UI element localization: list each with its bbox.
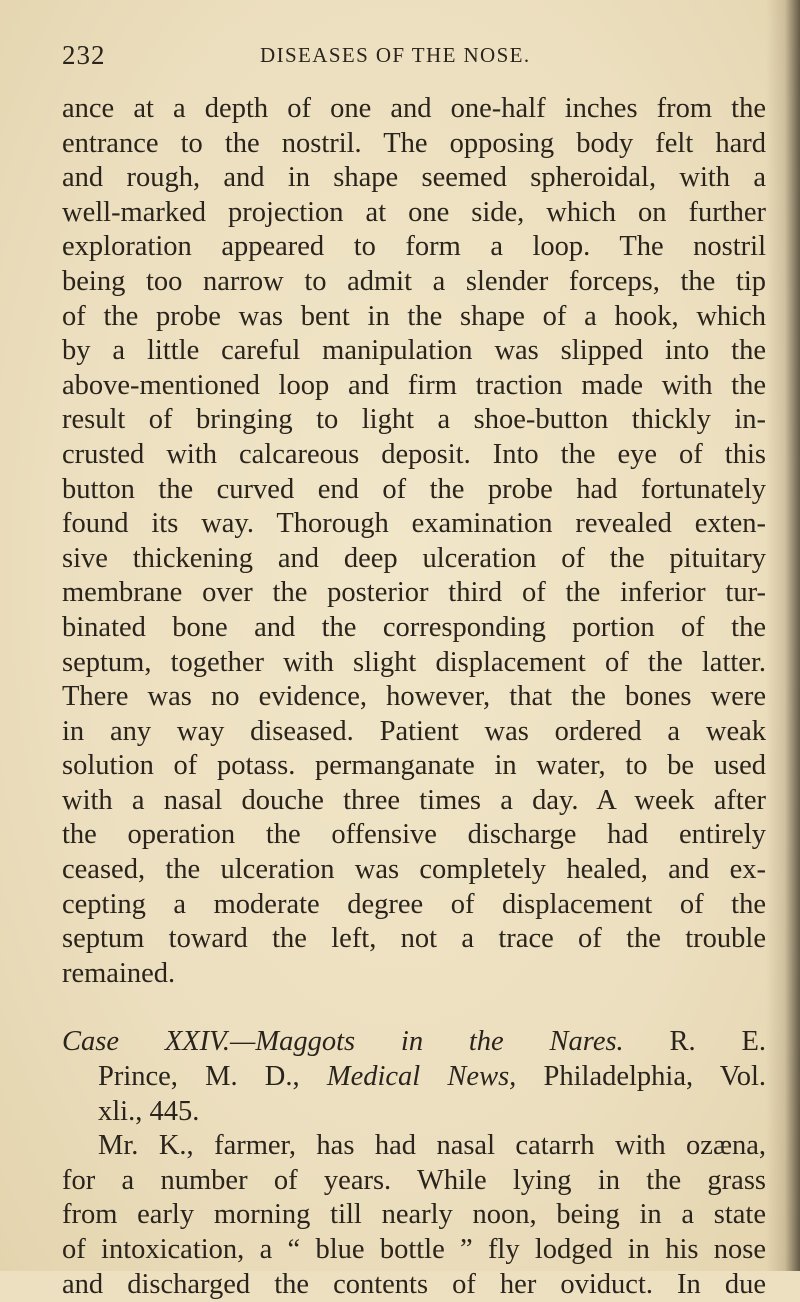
page-number: 232 bbox=[62, 40, 106, 70]
text-line: from early morning till nearly noon, being in a state bbox=[62, 1199, 766, 1231]
text-line: There was no evidence, however, that the bones were bbox=[62, 681, 766, 713]
text-line: found its way. Thorough examination revealed exten- bbox=[62, 508, 766, 540]
text-line: sive thickening and deep ulceration of the pituitary bbox=[62, 542, 766, 574]
text-line: of intoxication, a “ blue bottle ” fly lodged in his nose bbox=[62, 1234, 766, 1265]
text-line: button the curved end of the probe had fortunately bbox=[62, 473, 766, 505]
text-line: binated bone and the corresponding portion of the bbox=[62, 611, 766, 643]
text-line: of the probe was bent in the shape of a hook, which bbox=[62, 300, 766, 332]
text-line: the operation the offensive discharge had entirely bbox=[62, 819, 766, 851]
text-line: with a nasal douche three times a day. A week after bbox=[62, 784, 766, 816]
text-line: for a number of years. While lying in the grass bbox=[62, 1164, 766, 1196]
case-heading-line-2 bbox=[62, 1060, 766, 1095]
text-line: remained. bbox=[62, 957, 176, 989]
paragraph-1 bbox=[62, 92, 766, 991]
text-line: cepting a moderate degree of displacement of the bbox=[62, 888, 766, 920]
text-line: and rough, and in shape seemed spheroidal, with a bbox=[62, 162, 766, 194]
text-line: exploration appeared to form a loop. The nostril bbox=[62, 231, 766, 263]
text-line: by a little careful manipulation was slipped into the bbox=[62, 335, 766, 367]
case-journal: Medical News, bbox=[326, 1061, 517, 1093]
text-line: septum toward the left, not a trace of the trouble bbox=[62, 923, 766, 955]
text-line: ance at a depth of one and one-half inches from the bbox=[62, 93, 766, 124]
text-line: crusted with calcareous deposit. Into the eye of this bbox=[62, 438, 766, 470]
text-line: and discharged the contents of her oviduct. In due bbox=[62, 1268, 766, 1300]
text-line: in any way diseased. Patient was ordered a weak bbox=[62, 715, 766, 747]
case-heading-line-3: xli., 445. bbox=[98, 1095, 200, 1127]
text-line: well-marked projection at one side, which on further bbox=[62, 196, 766, 228]
case-heading bbox=[62, 1025, 766, 1129]
text-line: solution of potass. permanganate in water, to be used bbox=[62, 750, 766, 782]
page-edge-shadow bbox=[766, 0, 800, 1271]
text-line: septum, together with slight displacement of the latter. bbox=[62, 646, 766, 678]
paragraph-2 bbox=[62, 1129, 766, 1302]
running-head bbox=[62, 40, 762, 80]
text-line: result of bringing to light a shoe-button thickly in- bbox=[62, 404, 766, 436]
running-title: DISEASES OF THE NOSE. bbox=[260, 43, 531, 67]
text-line: ceased, the ulceration was completely healed, and ex- bbox=[62, 854, 766, 886]
text-line: membrane over the posterior third of the inferior tur- bbox=[62, 577, 766, 609]
body-text bbox=[62, 92, 766, 1302]
text-line: being too narrow to admit a slender forceps, the tip bbox=[62, 265, 766, 297]
text-line: Mr. K., farmer, has had nasal catarrh with ozæna, bbox=[98, 1130, 766, 1162]
case-author-name: Prince, M. D., bbox=[98, 1061, 300, 1093]
case-heading-line-1 bbox=[62, 1025, 766, 1060]
case-author-initials: R. E. bbox=[669, 1026, 767, 1058]
text-line: entrance to the nostril. The opposing body felt hard bbox=[62, 127, 766, 159]
case-journal-place: Philadelphia, Vol. bbox=[543, 1061, 766, 1093]
case-title: Case XXIV.—Maggots in the Nares. bbox=[62, 1026, 624, 1058]
text-line: above-mentioned loop and firm traction made with the bbox=[62, 369, 766, 401]
